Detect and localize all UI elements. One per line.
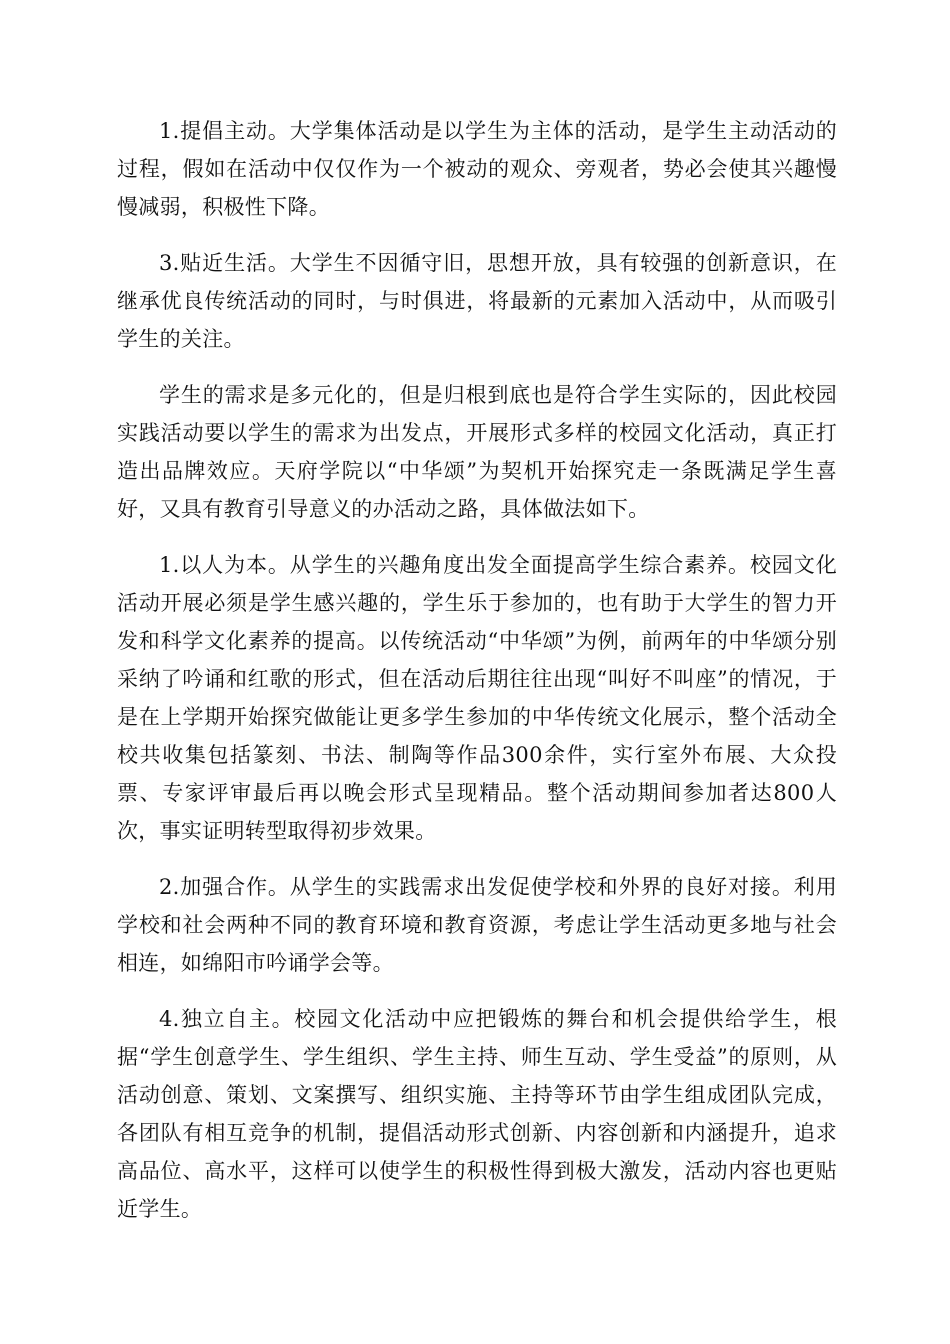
paragraph-principle-close-to-life: 3.贴近生活。大学生不因循守旧，思想开放，具有较强的创新意识，在继承优良传统活动的同时，与时俱进，将最新的元素加入活动中，从而吸引学生的关注。 [117,251,837,351]
paragraph-principle-initiative: 1.提倡主动。大学集体活动是以学生为主体的活动，是学生主动活动的过程，假如在活动中仅仅作为一个被动的观众、旁观者，势必会使其兴趣慢慢减弱，积极性下降。 [117,119,837,219]
paragraph-people-oriented: 1.以人为本。从学生的兴趣角度出发全面提高学生综合素养。校园文化活动开展必须是学生感兴趣的，学生乐于参加的，也有助于大学生的智力开发和科学文化素养的提高。以传统活动“中华颂”为例，前两年的中华颂分别采纳了吟诵和红歌的形式，但在活动后期往往出现“叫好不叫座”的情况，于是在上学期开始探究做能让更多学生参加的中华传统文化展示，整个活动全校共收集包括篆刻、书法、制陶等作品300余件，实行室外布展、大众投票、专家评审最后再以晚会形式呈现精品。整个活动期间参加者达800人次，事实证明转型取得初步效果。 [117,553,837,843]
paragraph-strengthen-cooperation: 2.加强合作。从学生的实践需求出发促使学校和外界的良好对接。利用学校和社会两种不同的教育环境和教育资源，考虑让学生活动更多地与社会相连，如绵阳市吟诵学会等。 [117,875,837,975]
document-body [117,112,837,1246]
paragraph-independence: 4.独立自主。校园文化活动中应把锻炼的舞台和机会提供给学生，根据“学生创意学生、学生组织、学生主持、师生互动、学生受益”的原则，从活动创意、策划、文案撰写、组织实施、主持等环节由学生组成团队完成，各团队有相互竞争的机制，提倡活动形式创新、内容创新和内涵提升，追求高品位、高水平，这样可以使学生的积极性得到极大激发，活动内容也更贴近学生。 [117,1007,837,1221]
paragraph-student-needs: 学生的需求是多元化的，但是归根到底也是符合学生实际的，因此校园实践活动要以学生的需求为出发点，开展形式多样的校园文化活动，真正打造出品牌效应。天府学院以“中华颂”为契机开始探究走一条既满足学生喜好，又具有教育引导意义的办活动之路，具体做法如下。 [117,383,837,521]
